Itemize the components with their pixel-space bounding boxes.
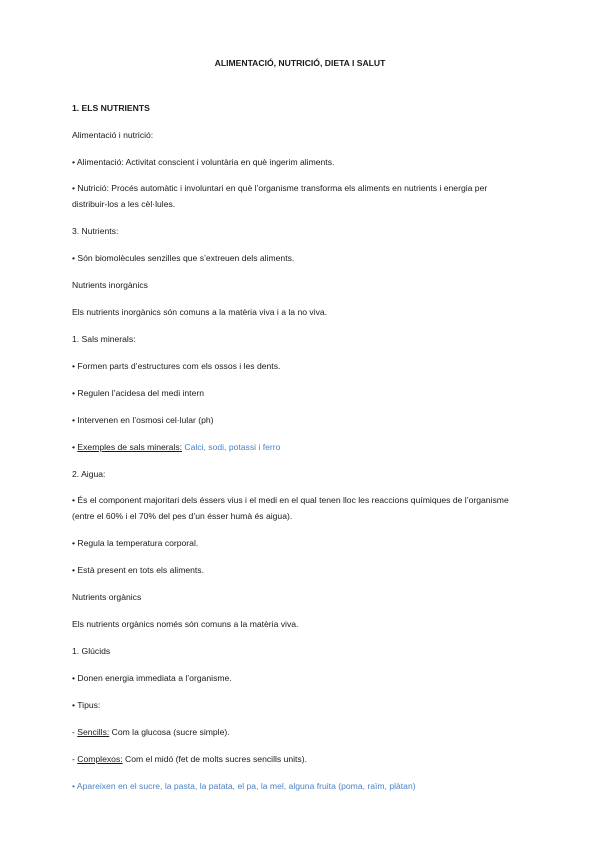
- bullet-nutricio: • Nutrició: Procés automàtic i involuntari en què l’organisme transforma els aliments en nutrients i energia per distribuir-los a les cèl·lules.: [72, 183, 488, 209]
- heading-glucids: 1. Glúcids: [72, 646, 111, 656]
- complexos-text: Com el midó (fet de molts sucres sencills units).: [122, 754, 307, 764]
- sencills-label: Sencills:: [77, 727, 110, 737]
- item-complexos: [72, 754, 532, 765]
- dash-glyph: -: [72, 754, 78, 764]
- section-heading-nutrients-3: 3. Nutrients:: [72, 226, 119, 236]
- text-nutrients-organics: Els nutrients orgànics només són comuns a la matèria viva.: [72, 619, 299, 629]
- sencills-text: Com la glucosa (sucre simple).: [109, 727, 230, 737]
- bullet-sals-osmosi: • Intervenen en l’osmosi cel·lular (ph): [72, 415, 214, 425]
- bullet-biomolecules: • Són biomolècules senzilles que s’extreuen dels aliments.: [72, 253, 295, 263]
- bullet-apareixen: • Apareixen en el sucre, la pasta, la patata, el pa, la mel, alguna fruita (poma, raïm, plàtan): [72, 781, 416, 791]
- bullet-sals-estructures: • Formen parts d’estructures com els ossos i les dents.: [72, 361, 281, 371]
- bullet-glyph: •: [72, 442, 78, 452]
- bullet-aigua-temperatura: • Regula la temperatura corporal.: [72, 538, 199, 548]
- bullet-sals-exemples: [72, 442, 532, 453]
- text-nutrients-inorganics: Els nutrients inorgànics són comuns a la matèria viva i a la no viva.: [72, 307, 328, 317]
- exemples-label: Exemples de sals minerals:: [77, 442, 183, 452]
- exemples-value: Calci, sodi, potassi i ferro: [184, 442, 281, 452]
- section-heading-nutrients: 1. ELS NUTRIENTS: [72, 103, 150, 113]
- heading-sals-minerals: 1. Sals minerals:: [72, 334, 136, 344]
- complexos-label: Complexos:: [77, 754, 123, 764]
- item-sencills: [72, 727, 532, 738]
- bullet-glucids-energia: • Donen energia immediata a l’organisme.: [72, 673, 232, 683]
- bullet-alimentacio: • Alimentació: Activitat conscient i voluntària en què ingerim aliments.: [72, 157, 335, 167]
- bullet-aigua-present: • Està present en tots els aliments.: [72, 565, 204, 575]
- heading-aigua: 2. Aigua:: [72, 469, 106, 479]
- bullet-glucids-tipus: • Tipus:: [72, 700, 101, 710]
- dash-glyph: -: [72, 727, 78, 737]
- bullet-aigua-component: • És el component majoritari dels éssers vius i el medi en el qual tenen lloc les reaccions químiques de l’organisme (entre el 60% i el 70% del pes d’un ésser humà és aigua).: [72, 495, 509, 521]
- heading-nutrients-organics: Nutrients orgànics: [72, 592, 142, 602]
- document-title: ALIMENTACIÓ, NUTRICIÓ, DIETA I SALUT: [214, 58, 386, 68]
- heading-nutrients-inorganics: Nutrients inorgànics: [72, 280, 148, 290]
- bullet-sals-acidesa: • Regulen l’acidesa del medi intern: [72, 388, 204, 398]
- subheading-alimentacio-nutricio: Alimentació i nutrició:: [72, 130, 154, 140]
